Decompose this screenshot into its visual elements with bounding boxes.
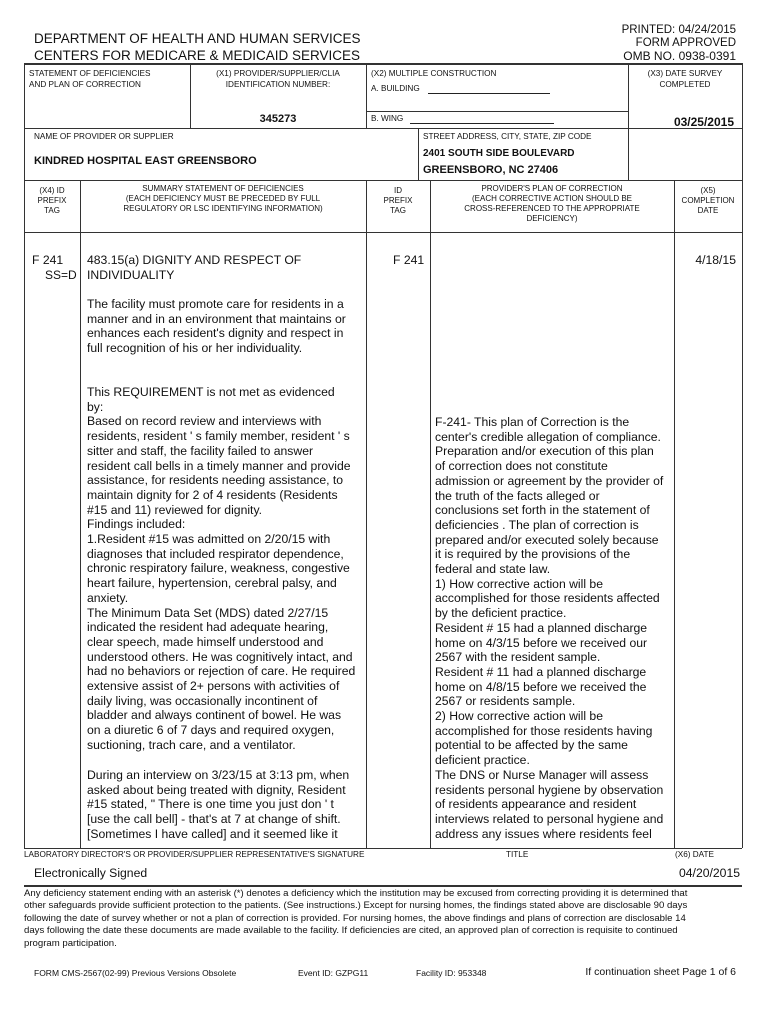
- scope-severity: SS=D: [45, 268, 77, 282]
- provider-name-label: NAME OF PROVIDER OR SUPPLIER: [34, 132, 174, 141]
- title-label: TITLE: [506, 850, 529, 859]
- signature-label: LABORATORY DIRECTOR'S OR PROVIDER/SUPPLIER REPRESENTATIVE'S SIGNATURE: [24, 850, 365, 859]
- provider-number: 345273: [259, 113, 297, 125]
- x6-date-label: (X6) DATE: [675, 850, 714, 859]
- x4-header: (X4) ID PREFIX TAG: [37, 186, 67, 215]
- event-id: Event ID: GZPG11: [298, 968, 369, 978]
- facility-id: Facility ID: 953348: [416, 968, 487, 978]
- x2-label: (X2) MULTIPLE CONSTRUCTION: [371, 69, 497, 78]
- plan-of-correction-text: F-241- This plan of Correction is the center's credible allegation of compliance. Preparation and/or execution of this plan of correction does not constitute admission or agreement by the provider of the truth of the facts alleged or conclusions set forth in the statement of deficiencies . The plan of correction is prepared and/or executed solely because it is required by the provisions of the federal and state law. 1) How corrective action will be accomplished for those residents affected by the deficient practice. Resident # 15 had a planned discharge home on 4/3/15 before we received our 2567 with the resident sample. Resident # 11 had a planned discharge home on 4/8/15 before we received the 2567 or residents sample. 2) How corrective action will be accomplished for those residents having potential to be affected by the same deficient practice. The DNS or Nurse Manager will assess residents personal hygiene by observation of residents appearance and resident interviews related to personal hygiene and address any issues where residents feel: [435, 415, 664, 841]
- form-approved: FORM APPROVED: [635, 37, 736, 49]
- x5-header: (X5) COMPLETION DATE: [681, 186, 735, 215]
- disclaimer-text: Any deficiency statement ending with an asterisk (*) denotes a deficiency which the institution may be excused from correcting providing it is determined that other safeguards provide sufficient protection to the patients. (See instructions.) Except for nursing homes, the findings stated above are disclosable 90 days following the date of survey whether or not a plan of correction is provided. For nursing homes, the above findings and plans of correction are disclosable 14 days following the date these documents are made available to the facility. If deficiencies are cited, an approved plan of correction is requisite to continued program participation.: [24, 888, 688, 949]
- interview-text: During an interview on 3/23/15 at 3:13 pm, when asked about being treated with dignity, Resident #15 stated, " There is one time you just don ' t [use the call bell] - that's at 7 at change of shift. [Sometimes I have called] and it seemed like it: [87, 768, 350, 841]
- id-header: ID PREFIX TAG: [383, 186, 413, 215]
- signature-date: 04/20/2015: [679, 866, 740, 880]
- regulation-title: 483.15(a) DIGNITY AND RESPECT OF INDIVIDUALITY: [87, 253, 302, 282]
- omb-number: OMB NO. 0938-0391: [623, 49, 736, 63]
- building-label: A. BUILDING: [371, 84, 420, 93]
- statement-label: STATEMENT OF DEFICIENCIES AND PLAN OF CORRECTION: [29, 69, 151, 89]
- x1-label: (X1) PROVIDER/SUPPLIER/CLIA IDENTIFICATION NUMBER:: [216, 69, 340, 89]
- plan-header: PROVIDER'S PLAN OF CORRECTION (EACH CORRECTIVE ACTION SHOULD BE CROSS-REFERENCED TO THE APPROPRIATE DEFICIENCY): [464, 184, 640, 223]
- findings-text: This REQUIREMENT is not met as evidenced by: Based on record review and interviews with residents, resident ' s family member, resident ' s sitter and staff, the facility failed to answer resident call bells in a timely manner and provide assistance, for residents needing assistance, to maintain dignity for 2 of 4 residents (Residents #15 and 11) reviewed for dignity. Findings included: 1.Resident #15 was admitted on 2/20/15 with diagnoses that included respirator dependence, chronic respiratory failure, weakness, congestive heart failure, hypertension, cerebral palsy, and anxiety. The Minimum Data Set (MDS) dated 2/27/15 indicated the resident had adequate hearing, clear speech, made himself understood and understood others. He was cognitively intact, and had no behaviors or rejection of care. He required extensive assist of 2+ persons with activities of daily living, was occasionally incontinent of bladder and always continent of bowel. He was on a diuretic 6 of 7 days and required oxygen, suctioning, trach care, and a ventilator.: [87, 385, 356, 752]
- requirement-text: The facility must promote care for residents in a manner and in an environment that maintains or enhances each resident's dignity and respect in full recognition of his or her individuality.: [87, 297, 346, 356]
- address-label: STREET ADDRESS, CITY, STATE, ZIP CODE: [423, 132, 592, 141]
- summary-header: SUMMARY STATEMENT OF DEFICIENCIES (EACH DEFICIENCY MUST BE PRECEDED BY FULL REGULATORY OR LSC IDENTIFYING INFORMATION): [123, 184, 323, 213]
- form-number: FORM CMS-2567(02-99) Previous Versions Obsolete: [34, 968, 237, 978]
- plan-tag: F 241: [393, 253, 425, 267]
- x3-label: (X3) DATE SURVEY COMPLETED: [647, 69, 723, 89]
- department-title: DEPARTMENT OF HEALTH AND HUMAN SERVICES: [34, 31, 361, 46]
- printed-date: PRINTED: 04/24/2015: [621, 24, 736, 36]
- provider-name: KINDRED HOSPITAL EAST GREENSBORO: [34, 155, 257, 167]
- deficiency-tag: F 241: [32, 253, 64, 267]
- signature-value: Electronically Signed: [34, 866, 148, 880]
- centers-title: CENTERS FOR MEDICARE & MEDICAID SERVICES: [34, 48, 361, 63]
- continuation-page: If continuation sheet Page 1 of 6: [585, 966, 736, 978]
- wing-label: B. WING: [371, 114, 404, 123]
- completion-date: 4/18/15: [695, 253, 736, 267]
- street-address: 2401 SOUTH SIDE BOULEVARD: [423, 148, 575, 159]
- survey-date: 03/25/2015: [673, 115, 734, 129]
- city-state-zip: GREENSBORO, NC 27406: [423, 164, 559, 176]
